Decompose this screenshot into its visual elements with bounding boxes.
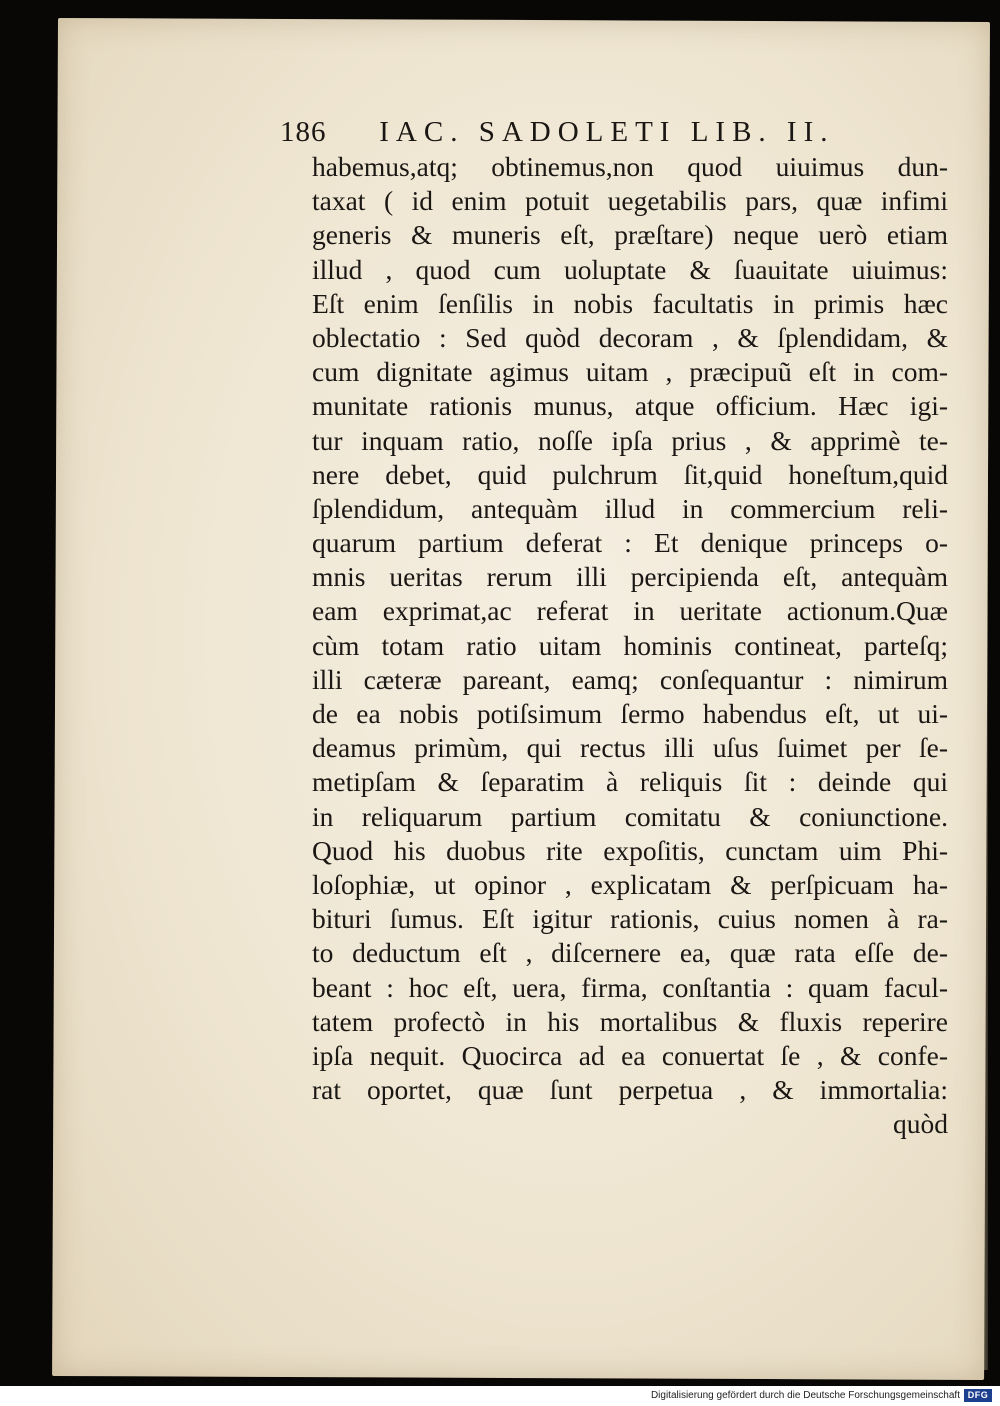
text-line: tur inquam ratio, noſſe ipſa prius , & apprimè te-: [312, 424, 948, 456]
text-line: in reliquarum partium comitatu & coniunctione.: [312, 800, 948, 832]
text-line: beant : hoc eſt, uera, firma, conſtantia : quam facul-: [312, 971, 948, 1003]
text-line: tatem profectò in his mortalibus & fluxis reperire: [312, 1005, 948, 1037]
catchword: quòd: [893, 1108, 948, 1140]
running-title: IAC. SADOLETI LIB. II.: [379, 116, 835, 148]
text-line: oblectatio : Sed quòd decoram , & ſplendidam, &: [312, 321, 948, 353]
text-line: generis & muneris eſt, præſtare) neque uerò etiam: [312, 219, 948, 251]
body-text: [312, 150, 948, 1141]
text-line: habemus,atq; obtinemus,non quod uiuimus dun-: [312, 151, 948, 182]
page-number: 186: [280, 116, 327, 148]
text-line: mnis ueritas rerum illi percipienda eſt, antequàm: [312, 561, 948, 593]
text-line: munitate rationis munus, atque officium. Hæc igi-: [312, 390, 948, 422]
text-line: metipſam & ſeparatim à reliquis ſit : deinde qui: [312, 766, 948, 798]
text-line: nere debet, quid pulchrum ſit,quid honeſtum,quid: [312, 458, 948, 490]
text-line: illud , quod cum uoluptate & ſuauitate uiuimus:: [312, 253, 948, 285]
funding-credit: Digitalisierung gefördert durch die Deutsche Forschungsgemeinschaft: [650, 1390, 960, 1401]
text-line: deamus primùm, qui rectus illi uſus ſuimet per ſe-: [312, 732, 948, 764]
text-line: quarum partium deferat : Et denique princeps o-: [312, 527, 948, 559]
digitization-footer: [0, 1386, 1000, 1406]
text-line: bituri ſumus. Eſt igitur rationis, cuius nomen à ra-: [312, 903, 948, 935]
text-line: eam exprimat,ac referat in ueritate actionum.Quæ: [312, 595, 948, 627]
text-line: illi cæteræ pareant, eamq; conſequantur : nimirum: [312, 663, 948, 695]
text-line: de ea nobis potiſsimum ſermo habendus eſt, ut ui-: [312, 698, 948, 729]
text-line: Eſt enim ſenſilis in nobis facultatis in primis hæc: [312, 287, 948, 319]
text-line: loſophiæ, ut opinor , explicatam & perſpicuam ha-: [312, 868, 948, 900]
text-line: rat oportet, quæ ſunt perpetua , & immortalia:: [312, 1074, 948, 1106]
text-line: taxat ( id enim potuit uegetabilis pars, quæ infimi: [312, 185, 948, 217]
text-line: to deductum eſt , diſcernere ea, quæ rata eſſe de-: [312, 937, 948, 969]
dfg-logo-icon: DFG: [964, 1389, 992, 1402]
text-line: cùm totam ratio uitam hominis contineat, parteſq;: [312, 629, 948, 661]
text-line: ipſa nequit. Quocirca ad ea conuertat ſe , & confe-: [312, 1039, 948, 1071]
text-line: ſplendidum, antequàm illud in commercium reli-: [312, 492, 948, 524]
text-line: Quod his duobus rite expoſitis, cunctam uim Phi-: [312, 834, 948, 866]
text-line: cum dignitate agimus uitam , præcipuũ eſt in com-: [312, 356, 948, 388]
